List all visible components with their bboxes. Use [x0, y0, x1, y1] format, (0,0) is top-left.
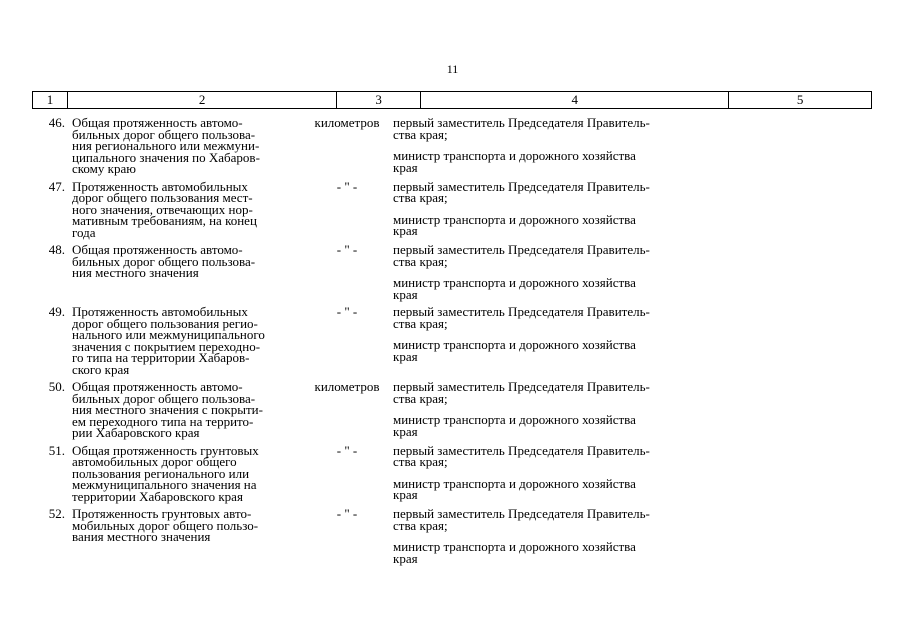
row-number: 50. — [48, 379, 65, 394]
responsible-line: ства края; — [393, 315, 448, 331]
indicator-line: нального или межмуниципального — [72, 327, 265, 342]
row-number: 47. — [48, 178, 65, 194]
table-row — [32, 306, 872, 375]
responsible-line: первый заместитель Председателя Правитель- — [393, 115, 650, 130]
responsible-officials — [389, 306, 689, 375]
responsible-line: первый заместитель Председателя Правитель- — [393, 442, 650, 458]
indicator-line: дорог общего пользования регио- — [72, 315, 258, 331]
indicator-line: ния регионального или межмуни- — [72, 138, 260, 153]
indicator-name — [69, 244, 305, 300]
indicator-line: го типа на территории Хабаров- — [72, 350, 250, 365]
responsible-line: первый заместитель Председателя Правитель- — [393, 242, 650, 257]
indicator-line: рии Хабаровского края — [72, 425, 200, 440]
row-number: 48. — [48, 242, 65, 257]
unit-of-measure: километров — [314, 379, 380, 394]
responsible-line: министр транспорта и дорожного хозяйства — [393, 211, 636, 227]
unit-of-measure: - " - — [336, 304, 358, 319]
indicator-line: бильных дорог общего пользова- — [72, 253, 256, 269]
indicator-line: бильных дорог общего пользова- — [72, 390, 256, 406]
indicator-name — [69, 381, 305, 439]
responsible-line: края — [393, 487, 418, 502]
table-row — [32, 117, 872, 175]
table-row — [32, 508, 872, 564]
header-col-5: 5 — [796, 92, 804, 107]
responsible-line: края — [393, 223, 418, 238]
indicator-name — [69, 178, 305, 240]
responsible-line: министр транспорта и дорожного хозяйства — [393, 148, 636, 163]
indicator-line: Общая протяженность грунтовых — [72, 442, 259, 458]
responsible-line: первый заместитель Председателя Правитель- — [393, 304, 650, 319]
row-number: 46. — [48, 115, 65, 130]
indicator-line: ем переходного типа на террито- — [72, 413, 254, 429]
indicator-line: Протяженность автомобильных — [72, 178, 248, 194]
responsible-line: края — [393, 159, 418, 175]
indicator-line: ния местного значения — [72, 265, 199, 280]
table-row — [32, 442, 872, 504]
indicator-line: дорог общего пользования мест- — [72, 190, 253, 205]
responsible-officials — [389, 508, 689, 564]
unit-of-measure: - " - — [336, 178, 358, 194]
table-row — [32, 178, 872, 240]
responsible-line: края — [393, 423, 418, 439]
unit-of-measure: километров — [314, 115, 380, 130]
responsible-officials — [389, 178, 689, 239]
header-col-3: 3 — [337, 92, 421, 108]
indicator-line: Общая протяженность автомо- — [72, 115, 243, 130]
responsible-line: министр транспорта и дорожного хозяйства — [393, 275, 636, 290]
indicator-line: Протяженность автомобильных — [72, 304, 248, 319]
responsible-line: ства края; — [393, 517, 448, 533]
indicator-line: мативным требованиям, на конец — [72, 213, 257, 228]
indicator-line: скому краю — [72, 161, 136, 176]
row-number: 52. — [48, 506, 65, 521]
responsible-line: ства края; — [393, 390, 448, 406]
indicator-name — [69, 306, 305, 375]
responsible-line: министр транспорта и дорожного хозяйства — [393, 475, 636, 491]
header-col-2: 2 — [68, 92, 337, 108]
table-row — [32, 244, 872, 300]
indicator-name — [69, 117, 305, 175]
indicator-line: территории Хабаровского края — [72, 488, 243, 504]
responsible-officials — [389, 442, 689, 503]
unit-of-measure: - " - — [336, 506, 358, 521]
indicator-line: межмуниципального значения на — [72, 477, 257, 492]
header-col-4: 4 — [421, 92, 729, 108]
indicator-line: вания местного значения — [72, 529, 211, 544]
responsible-line: министр транспорта и дорожного хозяйства — [393, 412, 636, 427]
indicator-line: значения с покрытием переходно- — [72, 338, 261, 354]
indicator-line: мобильных дорог общего пользо- — [72, 517, 259, 533]
responsible-line: ства края; — [393, 190, 448, 205]
table-row — [32, 381, 872, 439]
indicator-line: пользования регионального или — [72, 465, 250, 481]
indicator-line: ского края — [72, 361, 130, 377]
responsible-line: края — [393, 550, 418, 566]
unit-of-measure: - " - — [336, 442, 358, 458]
indicator-name — [69, 508, 305, 564]
responsible-line: края — [393, 286, 418, 302]
responsible-line: первый заместитель Председателя Правитель- — [393, 379, 650, 394]
responsible-officials — [389, 381, 689, 439]
page-number: 11 — [446, 62, 459, 76]
indicator-line: ного значения, отвечающих нор- — [72, 201, 253, 217]
responsible-line: ства края; — [393, 126, 448, 142]
header-col-1: 1 — [33, 92, 68, 108]
indicator-name — [69, 442, 305, 504]
indicator-line: года — [72, 224, 96, 240]
unit-of-measure: - " - — [336, 242, 358, 257]
row-number: 49. — [48, 304, 65, 319]
responsible-line: ства края; — [393, 454, 448, 469]
responsible-line: края — [393, 348, 418, 364]
row-number: 51. — [48, 442, 65, 458]
indicator-line: Протяженность грунтовых авто- — [72, 506, 252, 521]
responsible-line: министр транспорта и дорожного хозяйства — [393, 337, 636, 352]
table-body — [32, 117, 872, 570]
responsible-line: ства края; — [393, 253, 448, 269]
responsible-officials — [389, 117, 689, 175]
table-header — [32, 91, 872, 109]
indicator-line: ципального значения по Хабаров- — [72, 149, 260, 165]
indicator-line: Общая протяженность автомо- — [72, 242, 243, 257]
responsible-line: первый заместитель Председателя Правитель- — [393, 178, 650, 194]
indicator-line: ния местного значения с покрыти- — [72, 402, 263, 417]
responsible-line: министр транспорта и дорожного хозяйства — [393, 539, 636, 554]
indicator-line: Общая протяженность автомо- — [72, 379, 243, 394]
indicator-line: бильных дорог общего пользова- — [72, 126, 256, 142]
responsible-line: первый заместитель Председателя Правитель- — [393, 506, 650, 521]
responsible-officials — [389, 244, 689, 300]
indicator-line: автомобильных дорог общего — [72, 454, 237, 469]
